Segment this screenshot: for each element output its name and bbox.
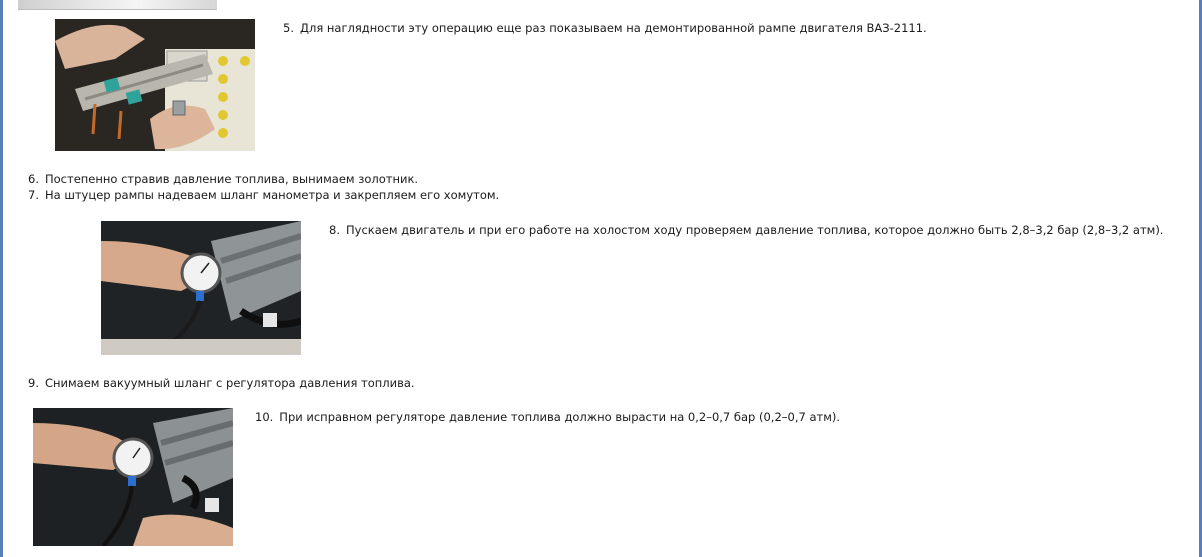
vacuum-hose-photo-art — [33, 408, 233, 546]
step-number: 7. — [28, 188, 39, 202]
step-9 — [28, 375, 1178, 391]
step-number: 10. — [255, 410, 274, 424]
step-number: 5. — [283, 21, 294, 35]
page-frame-left — [0, 0, 3, 557]
step-text: При исправном регуляторе давление топлива должно вырасти на 0,2–0,7 бар (0,2–0,7 атм). — [279, 410, 841, 424]
fuel-rail-photo-art — [55, 19, 255, 151]
vacuum-hose-photo — [33, 408, 233, 546]
fuel-rail-photo — [55, 19, 255, 151]
step-5 — [283, 20, 1183, 36]
pressure-gauge-photo-art — [101, 221, 301, 355]
step-8 — [329, 222, 1182, 238]
step-10 — [255, 409, 1180, 425]
step-7 — [28, 187, 1178, 203]
step-text: Постепенно стравив давление топлива, вынимаем золотник. — [44, 172, 419, 186]
step-number: 8. — [329, 223, 340, 237]
step-number: 9. — [28, 376, 39, 390]
step-6 — [28, 171, 1178, 187]
step-text: На штуцер рампы надеваем шланг манометра и закрепляем его хомутом. — [44, 188, 500, 202]
pressure-gauge-photo — [101, 221, 301, 355]
step-text: Пускаем двигатель и при его работе на холостом ходу проверяем давление топлива, которое должно быть 2,8–3,2 бар (2,8–3,2 атм). — [345, 223, 1164, 237]
step-text: Для наглядности эту операцию еще раз показываем на демонтированной рампе двигателя ВАЗ-2111. — [299, 21, 927, 35]
previous-photo-edge — [18, 0, 217, 10]
step-number: 6. — [28, 172, 39, 186]
step-text: Снимаем вакуумный шланг с регулятора давления топлива. — [44, 376, 415, 390]
